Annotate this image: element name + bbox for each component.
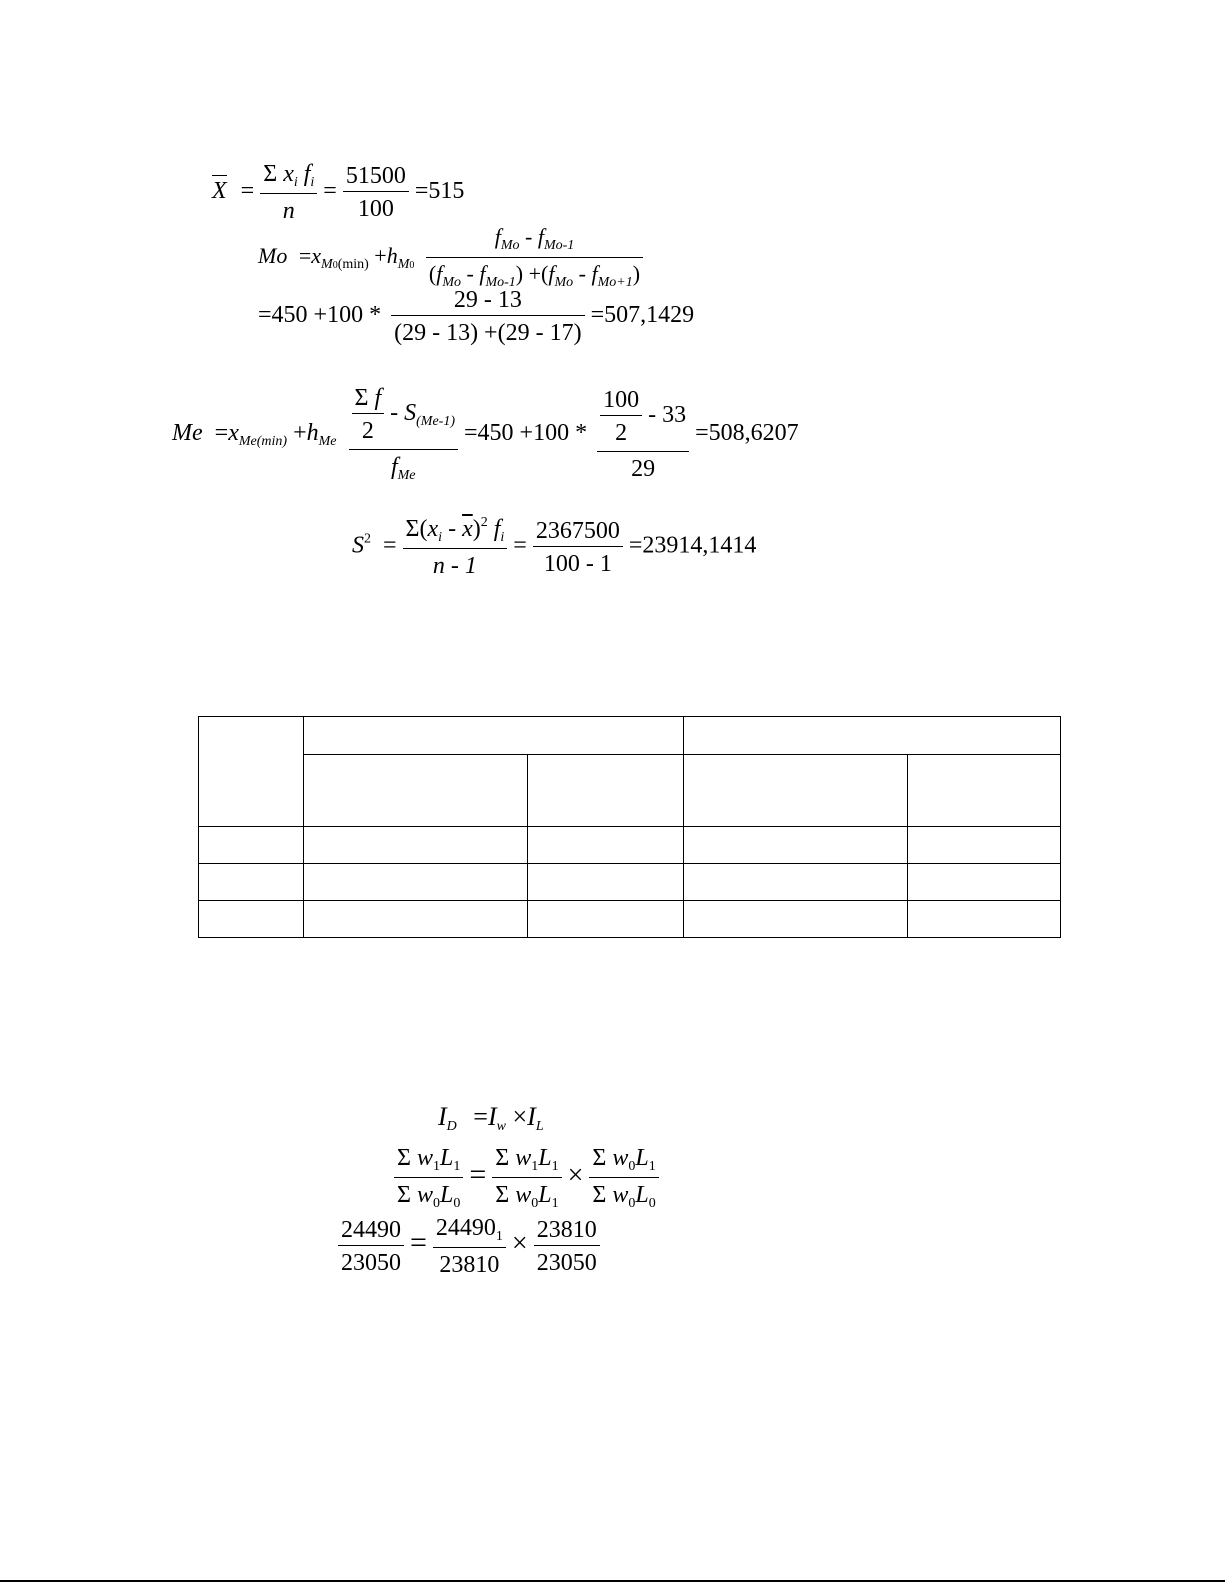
mode-fraction: $\frac{f_{Mo} - f_{Mo-1}}{(f_{Mo} - f_{Mo-1}) +(f_{Mo} - f_{Mo+1})}$ bbox=[426, 226, 643, 290]
formula-index-identity: $I_D =I_w \times I_L$ bbox=[438, 1102, 544, 1134]
variance-fraction-symbolic: $\frac{\Sigma(x_i - \overline{x})^2 f_i}{n - 1}$ bbox=[403, 516, 508, 578]
table-cell bbox=[528, 864, 684, 901]
formula-index-numeric: $\frac{24490}{23050}$ = $\frac{24490_1}{23810}$ × $\frac{23810}{23050}$ bbox=[338, 1216, 600, 1277]
table-cell bbox=[684, 755, 908, 827]
index-frac-total: $\frac{\Sigma w_1L_1}{\Sigma w_0L_0}$ bbox=[394, 1146, 463, 1211]
formula-median: $Me =x_{Me(min)} +h_{Me}$ $\frac{\text{Σ f}}{2}$ - $S_{(Me-1)}$ $f_{Me}$ =450 +100 * $\frac{100}{2}$ - 33 29 =508,6207 bbox=[172, 385, 799, 483]
index-num-frac-2: $\frac{24490_1}{23810}$ bbox=[433, 1216, 506, 1277]
mode-result: =507,1429 bbox=[590, 302, 695, 329]
table-cell bbox=[304, 901, 528, 938]
formula-index-symbolic: $\frac{\Sigma w_1L_1}{\Sigma w_0L_0}$ = $\frac{\Sigma w_1L_1}{\Sigma w_0L_1}$ × $\frac{\Sigma w_0L_1}{\Sigma w_0L_0}$ bbox=[394, 1146, 659, 1211]
formula-variance: $S^2$ = $\frac{\Sigma(x_i - \overline{x})^2 f_i}{n - 1}$ = $\frac{2367500}{100 - 1}$ =23914,1414 bbox=[352, 515, 757, 579]
median-fraction-symbolic: $\frac{\text{Σ f}}{2}$ - $S_{(Me-1)}$ $f_{Me}$ bbox=[349, 386, 459, 483]
mean-lhs: X bbox=[212, 178, 227, 204]
table-cell bbox=[528, 755, 684, 827]
mean-result: 515 bbox=[428, 178, 465, 205]
table-header-row-1 bbox=[199, 717, 1061, 755]
table-cell bbox=[304, 827, 528, 864]
table-cell bbox=[528, 901, 684, 938]
table-row bbox=[199, 864, 1061, 901]
table-cell bbox=[684, 717, 1061, 755]
table-cell bbox=[304, 864, 528, 901]
table-row bbox=[199, 901, 1061, 938]
formula-mode-calc: =450 +100 * $\frac{29 - 13}{(29 - 13) +(29 - 17)}$ =507,1429 bbox=[258, 287, 695, 346]
table-cell bbox=[528, 827, 684, 864]
table-cell bbox=[684, 864, 908, 901]
table-cell bbox=[199, 901, 304, 938]
mode-calc-fraction: $\frac{29 - 13}{(29 - 13) +(29 - 17)}$ bbox=[391, 288, 585, 345]
table-cell bbox=[199, 717, 304, 827]
table-cell bbox=[199, 827, 304, 864]
table-cell bbox=[684, 827, 908, 864]
index-num-frac-3: $\frac{23810}{23050}$ bbox=[534, 1218, 600, 1275]
variance-result: =23914,1414 bbox=[628, 532, 757, 559]
table-header-row-2 bbox=[199, 755, 1061, 827]
index-frac-l: $\frac{\Sigma w_0L_1}{\Sigma w_0L_0}$ bbox=[589, 1146, 658, 1211]
mean-fraction-symbolic: $\frac{\Sigma x_i f_i}{n}$ bbox=[260, 162, 317, 223]
index-frac-w: $\frac{\Sigma w_1L_1}{\Sigma w_0L_1}$ bbox=[492, 1146, 561, 1211]
table-cell bbox=[304, 717, 684, 755]
median-result: =508,6207 bbox=[695, 420, 799, 447]
table-cell bbox=[199, 864, 304, 901]
mean-fraction-values: $\frac{51500}{100}$ bbox=[343, 164, 409, 221]
formula-mode-general: $Mo =x_{M0(min)} +h_{M0}$ $\frac{f_{Mo} - f_{Mo-1}}{(f_{Mo} - f_{Mo-1}) +(f_{Mo} - f_{Mo+1})}$ bbox=[258, 226, 643, 290]
variance-fraction-values: $\frac{2367500}{100 - 1}$ bbox=[533, 519, 623, 576]
formula-mean: X = $\frac{\Sigma x_i f_i}{n}$ = $\frac{51500}{100}$ =515 bbox=[212, 161, 465, 224]
mode-lhs: Mo bbox=[258, 243, 288, 269]
variance-lhs: S bbox=[352, 532, 364, 559]
page-bottom-border bbox=[0, 1580, 1225, 1582]
table-cell bbox=[304, 755, 528, 827]
table-cell bbox=[908, 755, 1061, 827]
empty-data-table bbox=[198, 716, 1061, 938]
index-num-frac-1: $\frac{24490}{23050}$ bbox=[338, 1218, 404, 1275]
table-cell bbox=[908, 827, 1061, 864]
median-lhs: Me bbox=[172, 420, 203, 447]
table-cell bbox=[908, 901, 1061, 938]
table-cell bbox=[908, 864, 1061, 901]
table-cell bbox=[684, 901, 908, 938]
median-fraction-values: $\frac{100}{2}$ - 33 29 bbox=[597, 388, 689, 481]
table-row bbox=[199, 827, 1061, 864]
